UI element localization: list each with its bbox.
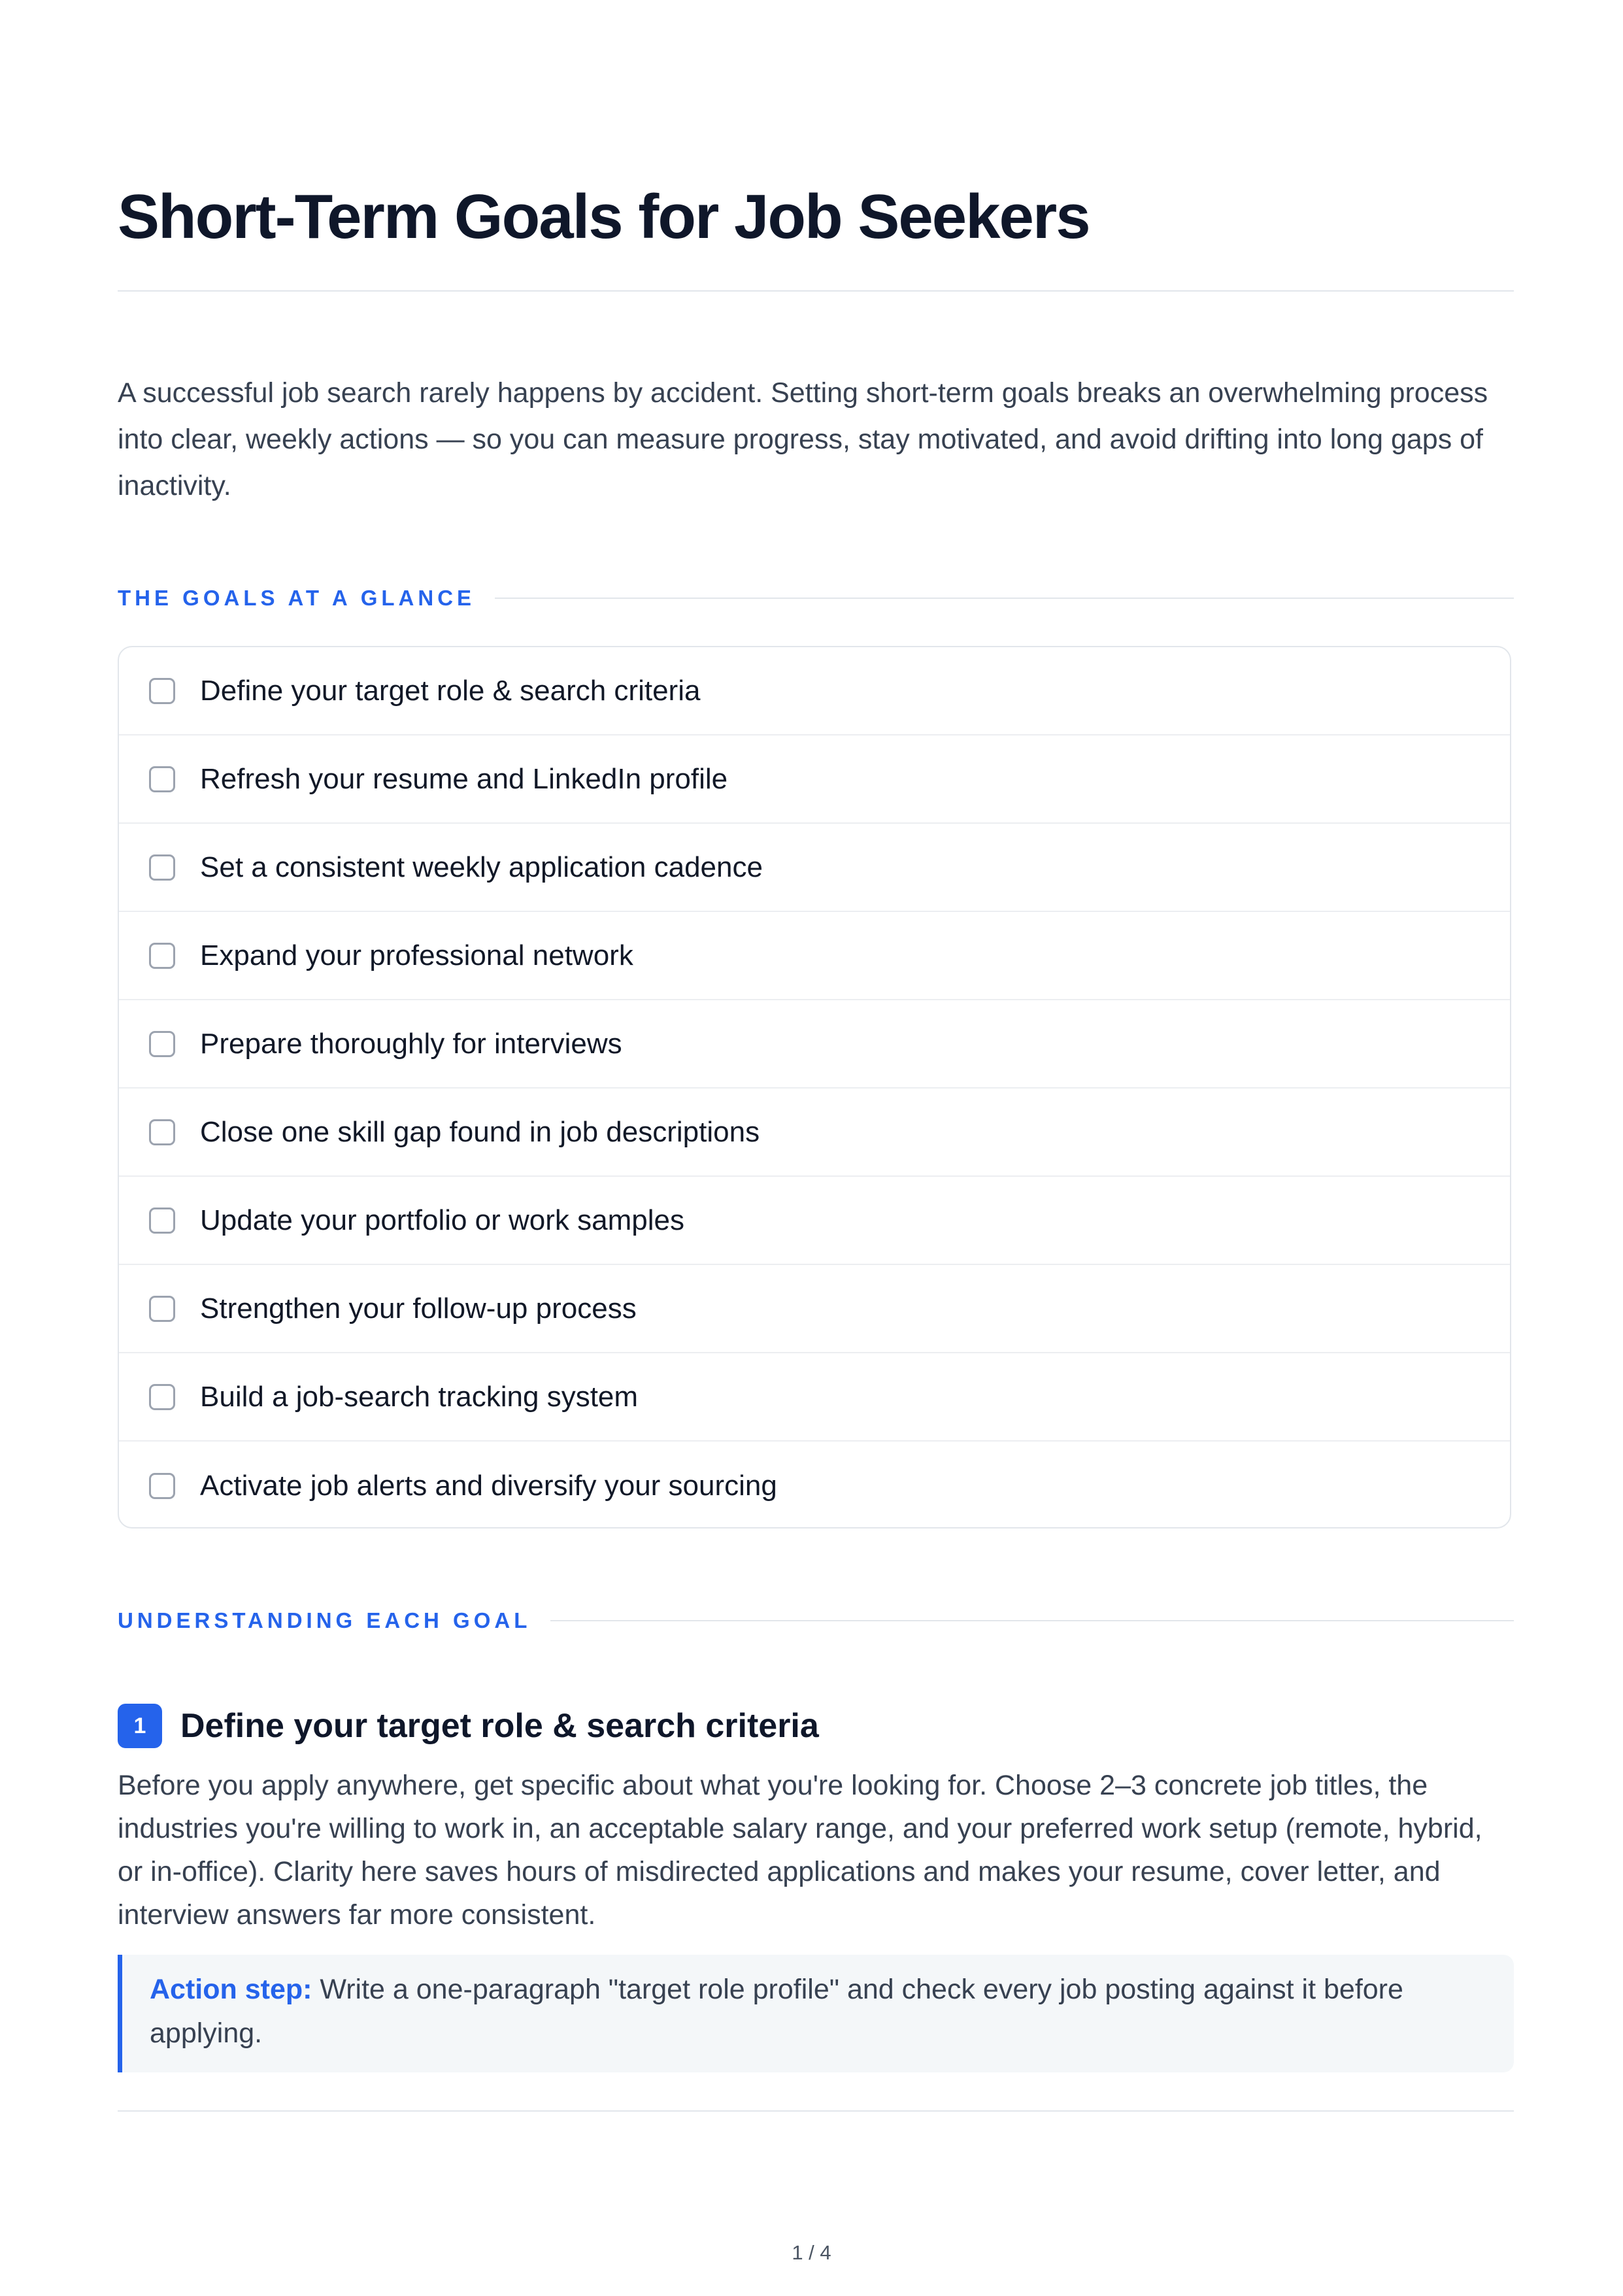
title-divider <box>118 290 1514 292</box>
checkbox[interactable] <box>149 678 175 704</box>
goal-description: Before you apply anywhere, get specific about what you're looking for. Choose 2–3 concrete job titles, the industries you're willing to work in, an acceptable salary range, and your preferred work setup (remote, hybrid, or in-office). Clarity here saves hours of misdirected applications and makes your resume, cover letter, and interview answers far more consistent. <box>118 1770 1482 1931</box>
goal-title: Define your target role & search criteria <box>180 1707 819 1745</box>
checklist-item-label: Strengthen your follow-up process <box>200 1292 637 1325</box>
checklist-item-label: Refresh your resume and LinkedIn profile <box>200 762 728 795</box>
checkbox[interactable] <box>149 1473 175 1499</box>
checklist-item-label: Expand your professional network <box>200 939 633 971</box>
checklist-item[interactable] <box>119 1265 1510 1353</box>
action-step-callout <box>118 1955 1514 2072</box>
checklist-item-label: Close one skill gap found in job descriptions <box>200 1115 760 1148</box>
action-step-text: Write a one-paragraph "target role profile" and check every job posting against it before applying. <box>150 1974 1403 2049</box>
section-label: THE GOALS AT A GLANCE <box>118 586 476 610</box>
checklist-item-label: Set a consistent weekly application cadence <box>200 851 763 883</box>
checklist-item-label: Define your target role & search criteria <box>200 674 701 707</box>
checkbox[interactable] <box>149 1031 175 1057</box>
intro-paragraph: A successful job search rarely happens by accident. Setting short-term goals breaks an overwhelming process into clear, weekly actions — so you can measure progress, stay motivated, and avoid drifting into long gaps of inactivity. <box>118 377 1488 501</box>
checklist-item-label: Activate job alerts and diversify your sourcing <box>200 1469 777 1502</box>
section-end-divider <box>118 2110 1514 2112</box>
checkbox[interactable] <box>149 854 175 881</box>
checklist-item[interactable] <box>119 1442 1510 1528</box>
checklist-item[interactable] <box>119 912 1510 1000</box>
checkbox[interactable] <box>149 766 175 792</box>
checklist-item[interactable] <box>119 824 1510 912</box>
checklist-item-label: Prepare thoroughly for interviews <box>200 1027 622 1060</box>
goal-number-badge: 1 <box>118 1704 162 1748</box>
checklist-item-label: Update your portfolio or work samples <box>200 1204 684 1236</box>
action-step-label: Action step: <box>150 1974 312 2005</box>
checklist-item[interactable] <box>119 1177 1510 1265</box>
checkbox[interactable] <box>149 943 175 969</box>
checklist-item[interactable] <box>119 735 1510 824</box>
section-divider <box>495 598 1514 599</box>
section-heading-glance <box>118 582 1514 615</box>
checklist-item-label: Build a job-search tracking system <box>200 1380 639 1413</box>
page-number: 1 / 4 <box>792 2241 831 2264</box>
section-label: UNDERSTANDING EACH GOAL <box>118 1608 531 1632</box>
checklist-item[interactable] <box>119 1000 1510 1089</box>
goal-heading <box>118 1702 819 1749</box>
page-title: Short-Term Goals for Job Seekers <box>118 182 1090 252</box>
checklist-item[interactable] <box>119 1089 1510 1177</box>
checkbox[interactable] <box>149 1296 175 1322</box>
checkbox[interactable] <box>149 1207 175 1234</box>
checkbox[interactable] <box>149 1119 175 1145</box>
checklist-item[interactable] <box>119 1353 1510 1442</box>
goals-checklist <box>118 646 1511 1528</box>
checkbox[interactable] <box>149 1384 175 1410</box>
section-heading-understanding <box>118 1604 1514 1637</box>
checklist-item[interactable] <box>119 647 1510 735</box>
section-divider <box>550 1620 1514 1621</box>
